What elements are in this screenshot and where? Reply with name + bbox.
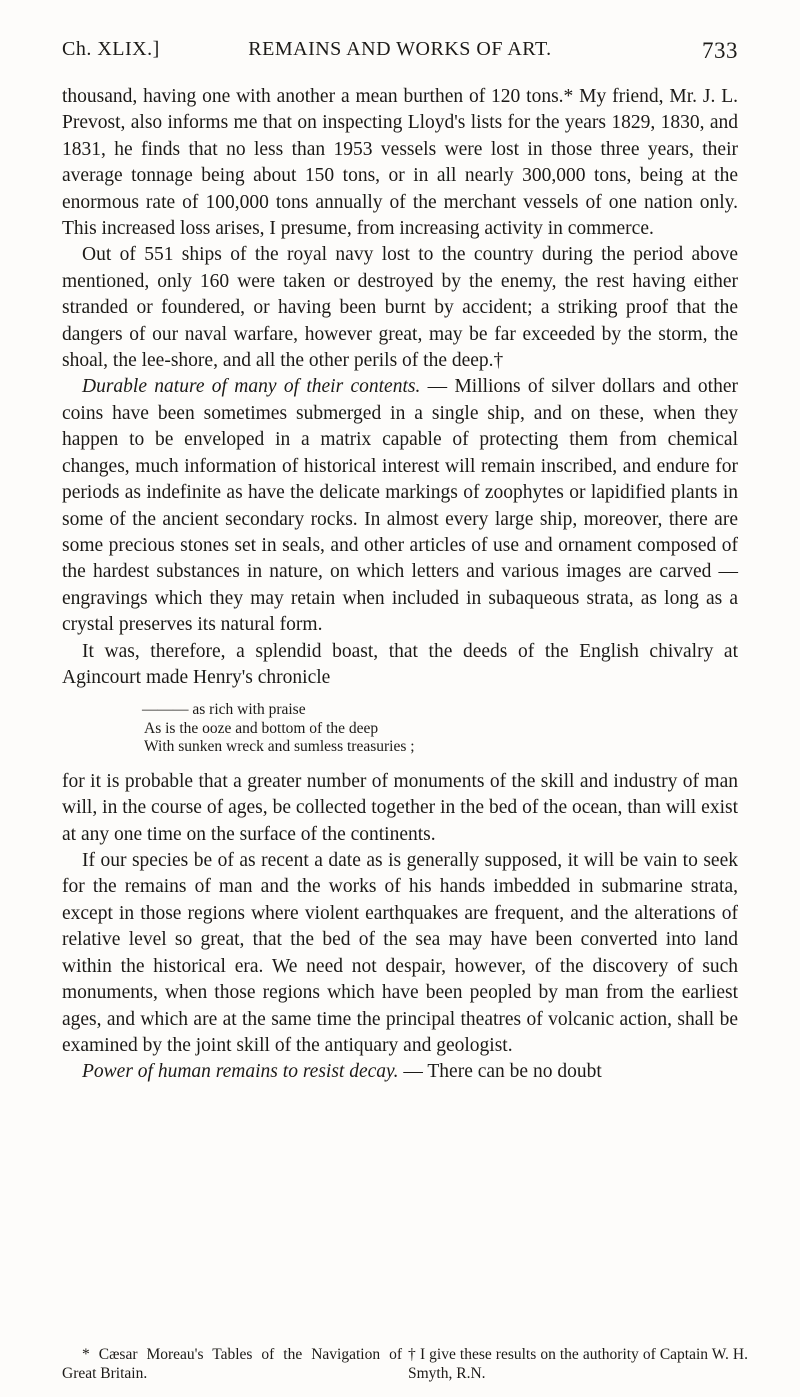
running-title: REMAINS AND WORKS OF ART. — [248, 38, 552, 60]
paragraph — [62, 769, 738, 848]
paragraph — [62, 1059, 738, 1085]
footnote-text: * Cæsar Moreau's Tables of the Navigation of Great Britain. — [62, 1346, 402, 1382]
paragraph — [62, 84, 738, 242]
verse-line: As is the ooze and bottom of the deep — [144, 719, 379, 737]
paragraphs-after-verse — [62, 769, 738, 1086]
section-heading: Power of human remains to resist decay. — [82, 1061, 399, 1083]
verse-line: ——— as rich with praise — [142, 701, 306, 719]
body-text — [62, 84, 738, 1086]
verse-line: With sunken wreck and sumless treasuries ; — [144, 738, 415, 756]
footnote-smyth — [408, 1346, 748, 1383]
paragraph — [62, 848, 738, 1059]
paragraph-text: for it is probable that a greater number of monuments of the skill and industry of man will, in the course of ages, be collected together in the bed of the ocean, than will exist at any one time on the surface of the continents. — [62, 770, 738, 845]
paragraph-text: Out of 551 ships of the royal navy lost to the country during the period above mentioned, only 160 were taken or destroyed by the enemy, the rest having either stranded or foundered, or having been burnt by accident; a striking proof that the dangers of our naval warfare, however great, may be far exceeded by the storm, the shoal, the lee-shore, and all the other perils of the deep.† — [62, 244, 738, 372]
paragraph-text: thousand, having one with another a mean burthen of 120 tons.* My friend, Mr. J. L. Prevost, also informs me that on inspecting Lloyd's lists for the years 1829, 1830, and 1831, he finds that no less than 1953 vessels were lost in those three years, their average tonnage being about 150 tons, or in all nearly 300,000 tons, being at the enormous rate of 100,000 tons annually of the merchant vessels of one nation only. This increased loss arises, I presume, from increasing activity in commerce. — [62, 86, 738, 240]
paragraphs-before-verse — [62, 84, 738, 691]
paragraph-text: If our species be of as recent a date as is generally supposed, it will be vain to seek for the remains of man and the works of his hands imbedded in submarine strata, except in those regions where violent earthquakes are frequent, and the alterations of relative level so great, that the bed of the sea may have been converted into land within the historical era. We need not despair, however, of the discovery of such monuments, when those regions which have been peopled by man from the earliest ages, and which are at the same time the principal theatres of volcanic action, shall be examined by the joint skill of the antiquary and geologist. — [62, 850, 738, 1056]
running-header — [62, 38, 738, 68]
footnote-text: † I give these results on the authority of Captain W. H. Smyth, R.N. — [408, 1346, 748, 1382]
paragraph — [62, 639, 738, 692]
paragraph-text: — Millions of silver dollars and other coins have been sometimes submerged in a single ship, and on these, when they happen to be enveloped in a matrix capable of protecting them from chemical changes, much information of historical interest will remain inscribed, and endure for periods as indefinite as have the delicate markings of zoophytes or lapidified plants in some of the ancient secondary rocks. In almost every large ship, moreover, there are some precious stones set in seals, and other articles of use and ornament composed of the hardest substances in nature, on which letters and various images are carved — engravings which they may retain when included in subaqueous strata, as long as a crystal preserves its natural form. — [62, 376, 738, 636]
paragraph-text: — There can be no doubt — [398, 1061, 602, 1083]
footnote-moreau — [62, 1346, 402, 1383]
paragraph-text: It was, therefore, a splendid boast, that the deeds of the English chivalry at Agincourt made Henry's chronicle — [62, 640, 738, 688]
chapter-label: Ch. XLIX.] — [62, 38, 160, 60]
paragraph — [62, 374, 738, 638]
page-number: 733 — [702, 38, 738, 63]
verse-quotation — [62, 701, 738, 757]
paragraph — [62, 242, 738, 374]
section-heading: Durable nature of many of their contents. — [82, 376, 421, 398]
